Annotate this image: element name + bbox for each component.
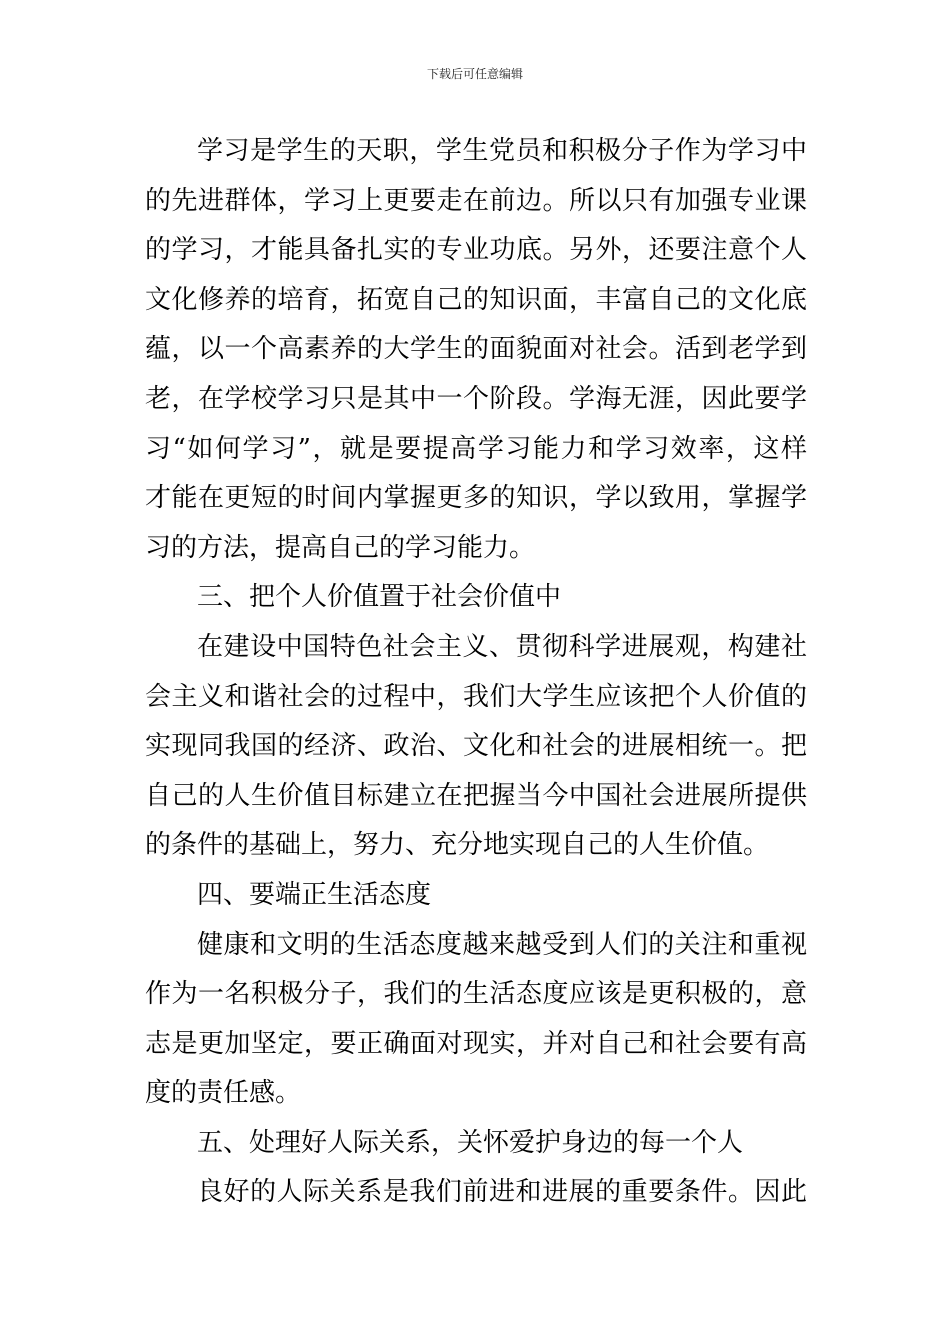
text-line: 五、处理好人际关系，关怀爱护身边的每一个人 (197, 1127, 744, 1158)
text-line: 三、把个人价值置于社会价值中 (197, 582, 562, 613)
text-line: 四、要端正生活态度 (197, 879, 432, 910)
text-line: 实现同我国的经济、政治、文化和社会的进展相统一。把 (145, 731, 807, 762)
text-line: 作为一名积极分子，我们的生活态度应该是更积极的，意 (145, 979, 807, 1010)
text-line: 老，在学校学习只是其中一个阶段。学海无涯，因此要学 (145, 383, 807, 414)
text-line: 在建设中国特色社会主义、贯彻科学进展观，构建社 (197, 631, 807, 662)
text-line: 度的责任感。 (145, 1078, 302, 1109)
document-body (145, 127, 807, 1218)
text-line: 会主义和谐社会的过程中，我们大学生应该把个人价值的 (145, 681, 807, 712)
text-line: 自己的人生价值目标建立在把握当今中国社会进展所提供 (145, 780, 807, 811)
text-line: 的学习，才能具备扎实的专业功底。另外，还要注意个人 (145, 235, 807, 266)
text-line: 志是更加坚定，要正确面对现实，并对自己和社会要有高 (145, 1028, 807, 1059)
page-header-note: 下载后可任意编辑 (426, 67, 523, 81)
text-line: 健康和文明的生活态度越来越受到人们的关注和重视 (197, 929, 807, 960)
text-line: 良好的人际关系是我们前进和进展的重要条件。因此 (197, 1177, 807, 1208)
text-line: 才能在更短的时间内掌握更多的知识，学以致用，掌握学 (145, 483, 807, 514)
text-line: 蕴，以一个高素养的大学生的面貌面对社会。活到老学到 (145, 334, 807, 365)
text-line: 学习是学生的天职，学生党员和积极分子作为学习中 (197, 136, 807, 166)
text-line: 文化修养的培育，拓宽自己的知识面，丰富自己的文化底 (145, 284, 807, 315)
text-line: 的先进群体，学习上更要走在前边。所以只有加强专业课 (145, 185, 807, 216)
text-line: 习“如何学习”，就是要提高学习能力和学习效率，这样 (145, 433, 807, 464)
text-line: 的条件的基础上，努力、充分地实现自己的人生价值。 (145, 830, 770, 861)
text-line: 习的方法，提高自己的学习能力。 (145, 532, 536, 563)
